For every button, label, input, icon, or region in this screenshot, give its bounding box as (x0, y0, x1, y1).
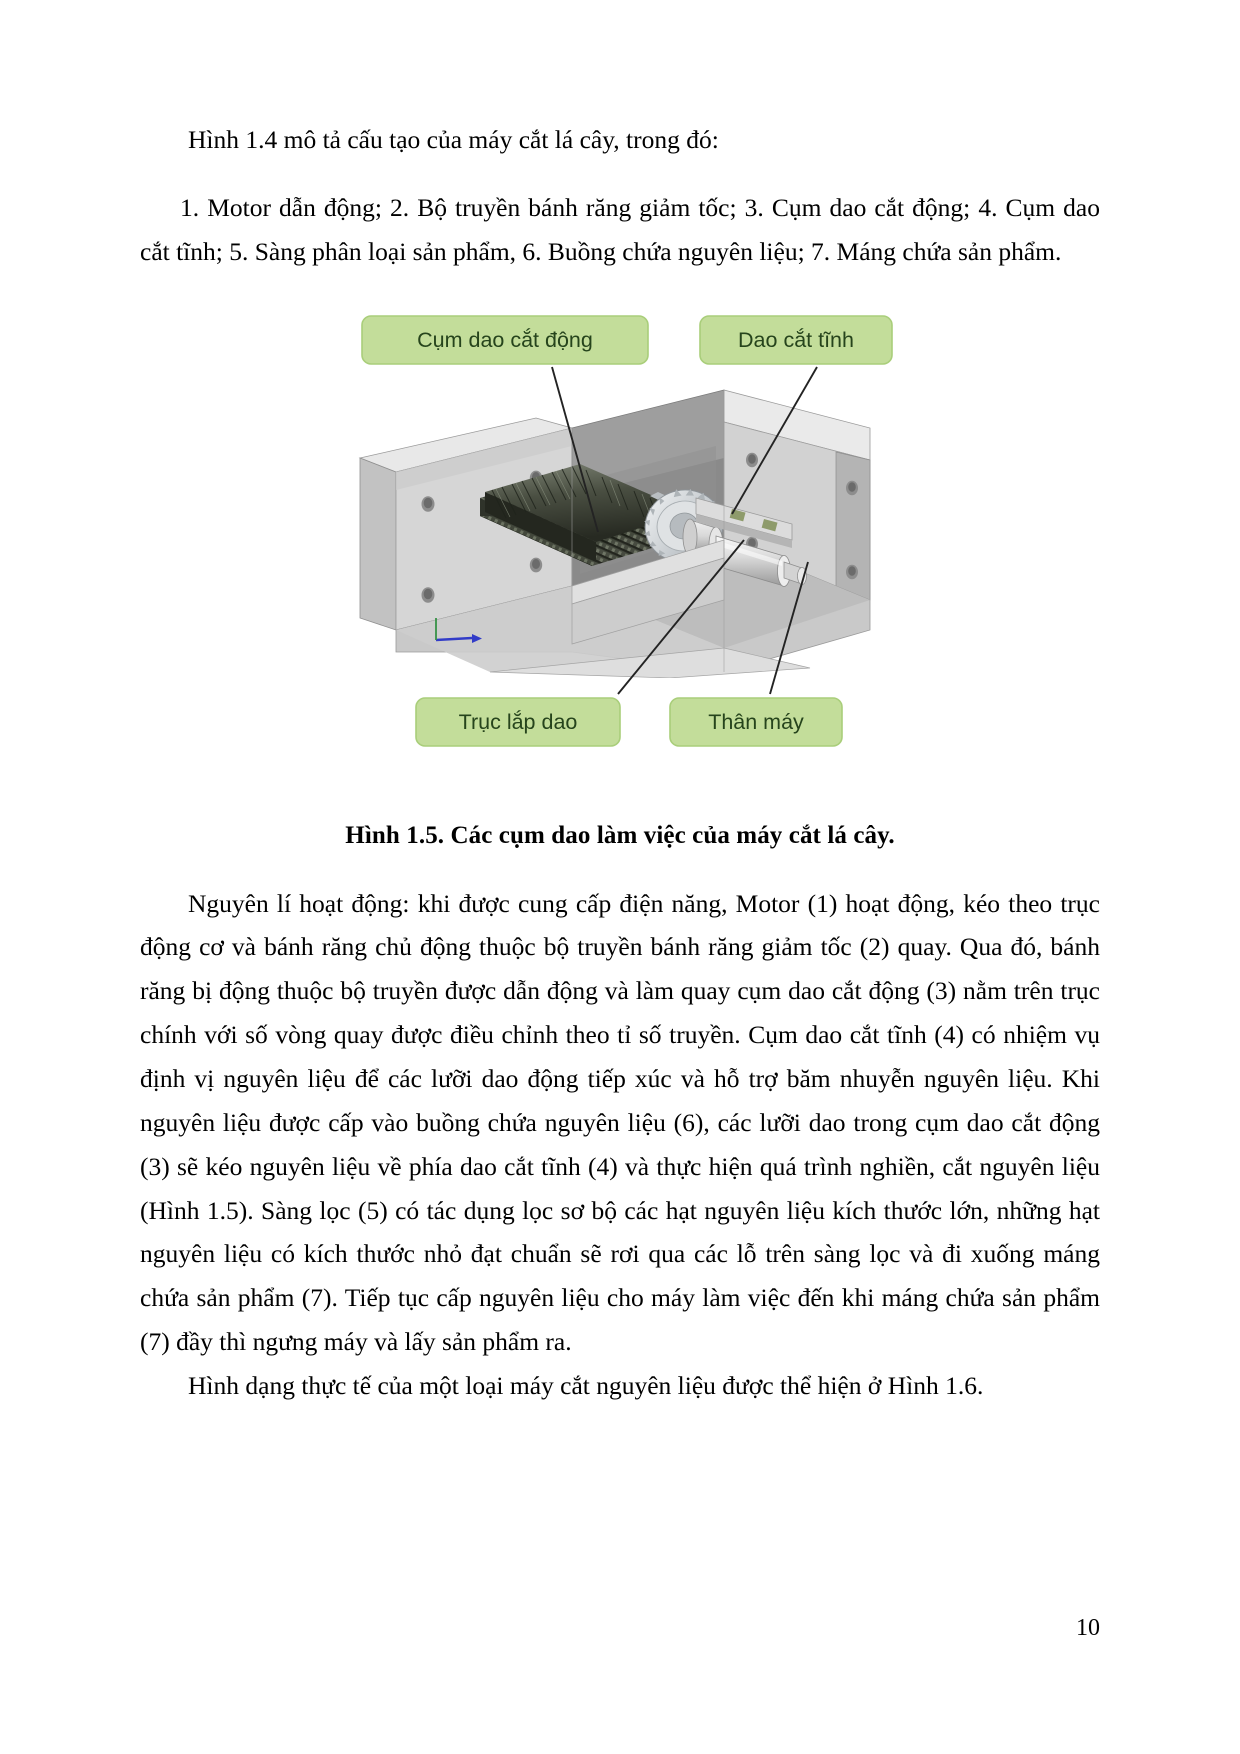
paragraph-closing: Hình dạng thực tế của một loại máy cắt nguyên liệu được thể hiện ở Hình 1.6. (188, 1371, 984, 1401)
body-text-block (140, 882, 1100, 1408)
figure-caption: Hình 1.5. Các cụm dao làm việc của máy cắt lá cây. (345, 821, 895, 849)
callout-label-0: Cụm dao cắt động (417, 327, 593, 352)
callout-rotating-knife-assembly (362, 316, 648, 364)
callout-knife-mounting-shaft (416, 698, 620, 746)
callout-label-1: Dao cắt tĩnh (738, 327, 854, 352)
page-number: 10 (1076, 1615, 1100, 1641)
callout-label-2: Trục lắp dao (458, 709, 578, 734)
paragraph-operation: Nguyên lí hoạt động: khi được cung cấp điện năng, Motor (1) hoạt động, kéo theo trục động cơ và bánh răng chủ động thuộc bộ truyền bánh răng giảm tốc (2) quay. Qua đó, bánh răng bị động thuộc bộ truyền được dẫn động và làm quay cụm dao cắt động (3) nằm trên trục chính với số vòng quay được điều chỉnh theo tỉ số truyền. Cụm dao cắt tĩnh (4) có nhiệm vụ định vị nguyên liệu để các lưỡi dao động tiếp xúc và hỗ trợ băm nhuyễn nguyên liệu. Khi nguyên liệu được cấp vào buồng chứa nguyên liệu (6), các lưỡi dao trong cụm dao cắt động (3) sẽ kéo nguyên liệu về phía dao cắt tĩnh (4) và thực hiện quá trình nghiền, cắt nguyên liệu (Hình 1.5). Sàng lọc (5) có tác dụng lọc sơ bộ các hạt nguyên liệu kích thước lớn, những hạt nguyên liệu có kích thước nhỏ đạt chuẩn sẽ rơi qua các lỗ trên sàng lọc và đi xuống máng chứa sản phẩm (7). Tiếp tục cấp nguyên liệu cho máy làm việc đến khi máng chứa sản phẩm (7) đầy thì ngưng máy và lấy sản phẩm ra. (140, 888, 1100, 1357)
paragraph-intro: Hình 1.4 mô tả cấu tạo của máy cắt lá cây, trong đó: (188, 125, 719, 154)
callout-static-knife (700, 316, 892, 364)
figure-1-5 (140, 300, 1100, 850)
callout-machine-body (670, 698, 842, 746)
callout-label-3: Thân máy (708, 709, 804, 734)
figure-image (340, 300, 900, 770)
machine-illustration (340, 378, 900, 678)
paragraph-component-list: 1. Motor dẫn động; 2. Bộ truyền bánh răng giảm tốc; 3. Cụm dao cắt động; 4. Cụm dao cắt tĩnh; 5. Sàng phân loại sản phẩm, 6. Buồng chứa nguyên liệu; 7. Máng chứa sản phẩm. (140, 192, 1100, 266)
